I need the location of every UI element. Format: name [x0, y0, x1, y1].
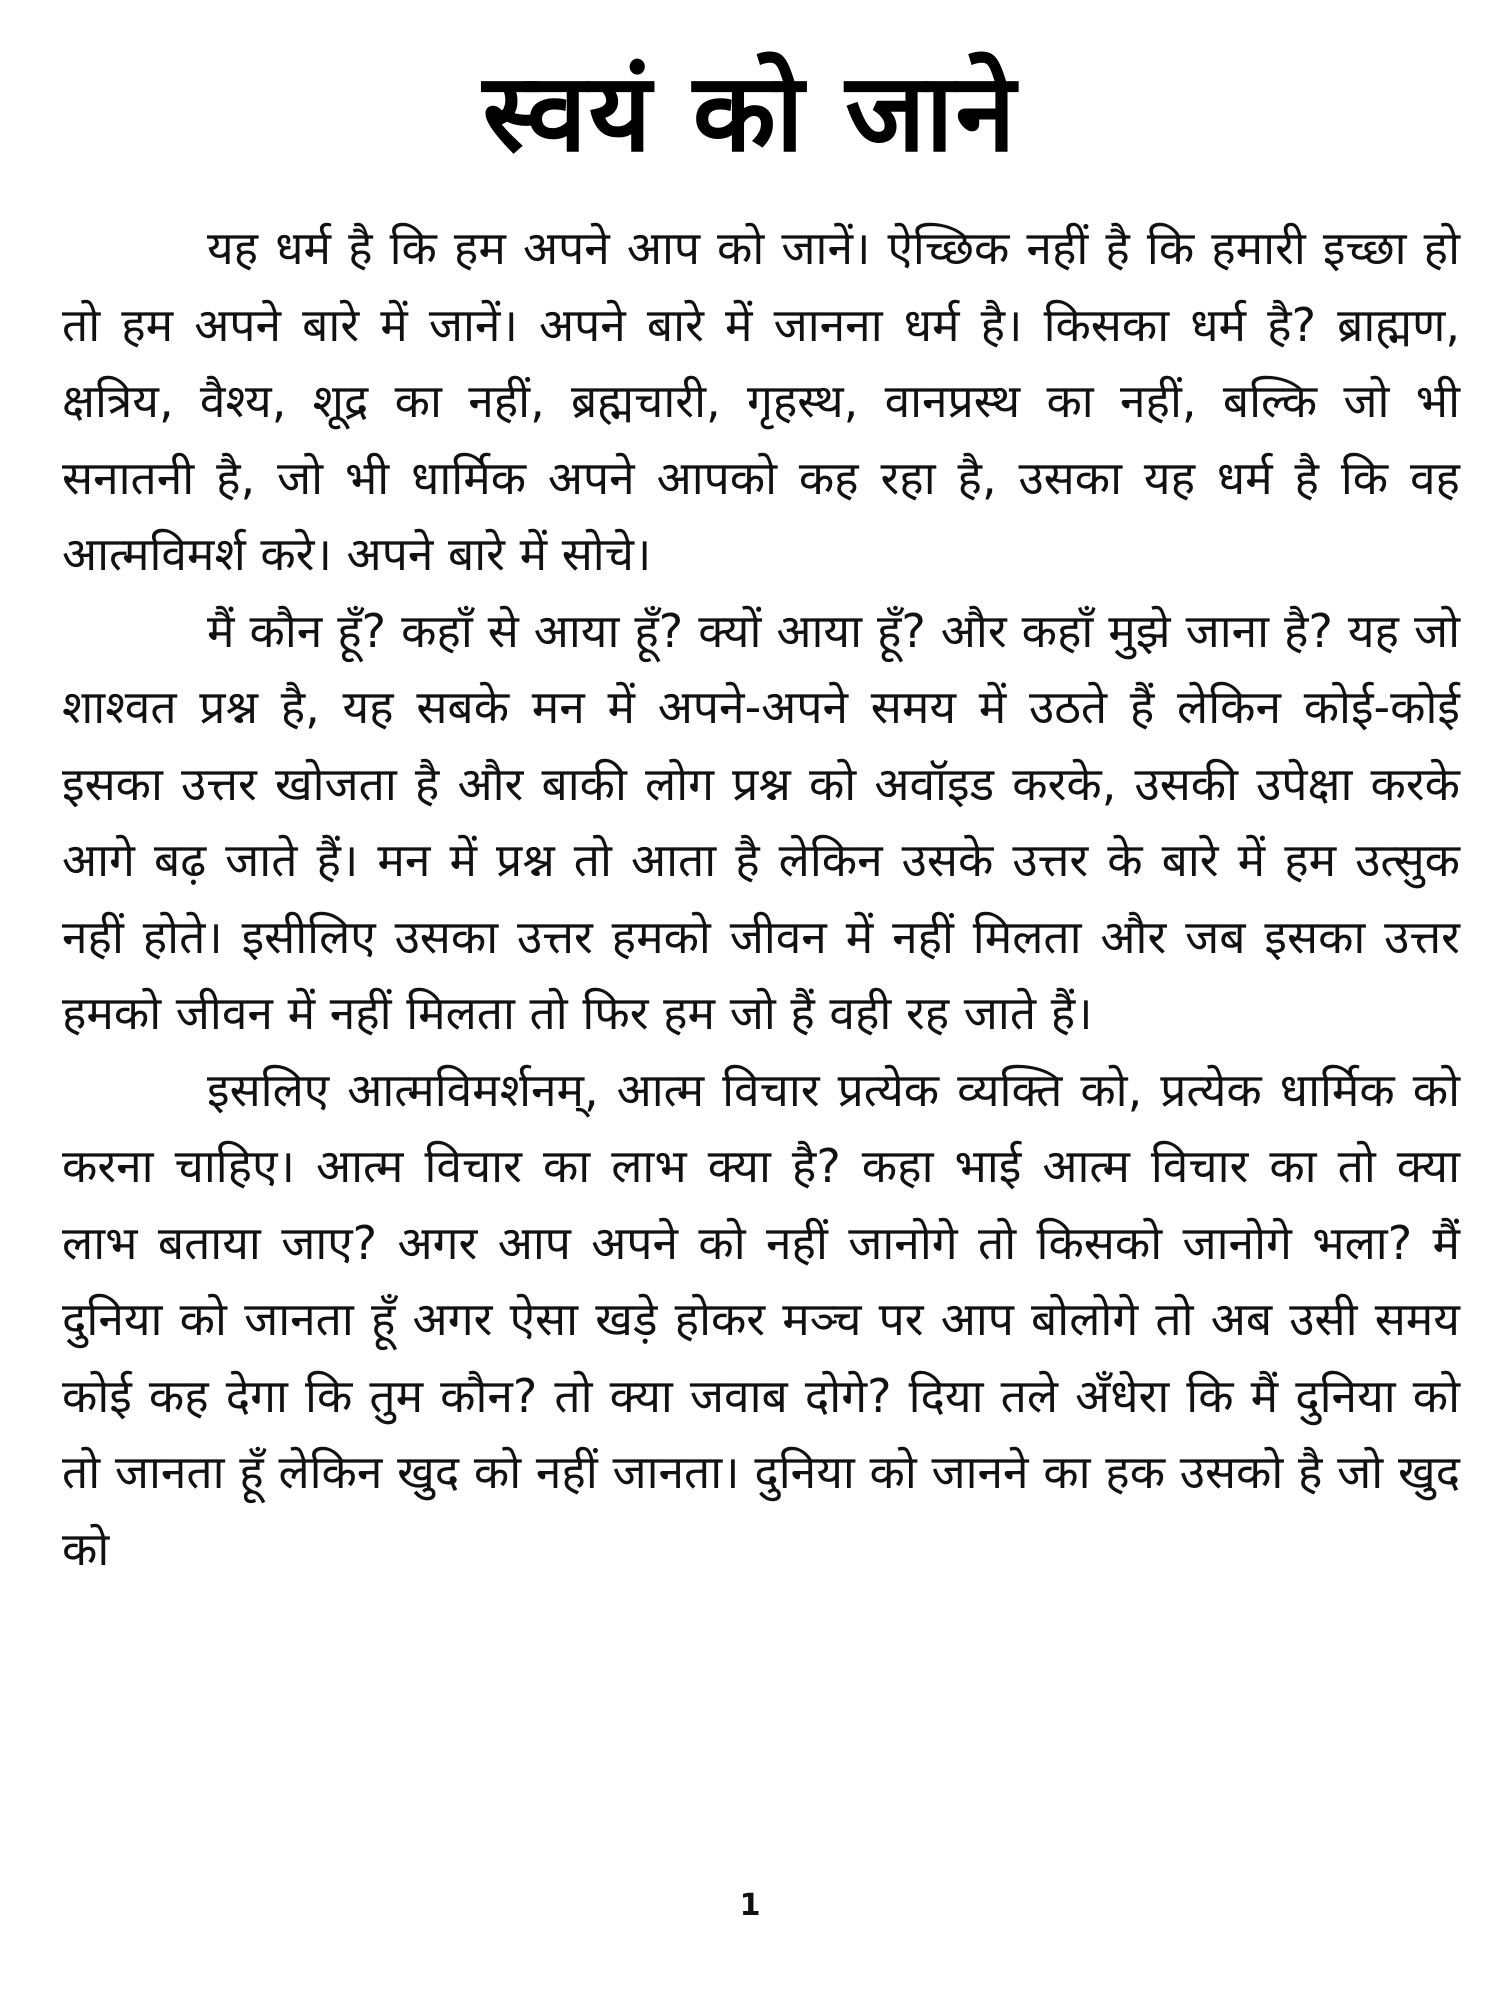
- page-number: 1: [739, 1888, 761, 1923]
- paragraph-3: इसलिए आत्मविमर्शनम्, आत्म विचार प्रत्येक व्यक्ति को, प्रत्येक धार्मिक को करना चाहिए। आत्म विचार का लाभ क्या है? कहा भाई आत्म विचार का तो क्या लाभ बताया जाए? अगर आप अपने को नहीं जानोगे तो किसको जानोगे भला? मैं दुनिया को जानता हूँ अगर ऐसा खड़े होकर मञ्च पर आप बोलोगे तो अब उसी समय कोई कह देगा कि तुम कौन? तो क्या जवाब दोगे? दिया तले अँधेरा कि मैं दुनिया को तो जानता हूँ लेकिन खुद को नहीं जानता। दुनिया को जानने का हक उसको है जो खुद को: [62, 1062, 1460, 1576]
- paragraph-2: मैं कौन हूँ? कहाँ से आया हूँ? क्यों आया हूँ? और कहाँ मुझे जाना है? यह जो शाश्वत प्रश्न है, यह सबके मन में अपने-अपने समय में उठते हैं लेकिन कोई-कोई इसका उत्तर खोजता है और बाकी लोग प्रश्न को अवॉइड करके, उसकी उपेक्षा करके आगे बढ़ जाते हैं। मन में प्रश्न तो आता है लेकिन उसके उत्तर के बारे में हम उत्सुक नहीं होते। इसीलिए उसका उत्तर हमको जीवन में नहीं मिलता और जब इसका उत्तर हमको जीवन में नहीं मिलता तो फिर हम जो हैं वही रह जाते हैं।: [62, 603, 1460, 1040]
- paragraph-1: यह धर्म है कि हम अपने आप को जानें। ऐच्छिक नहीं है कि हमारी इच्छा हो तो हम अपने बारे में जानें। अपने बारे में जानना धर्म है। किसका धर्म है? ब्राह्मण, क्षत्रिय, वैश्य, शूद्र का नहीं, ब्रह्मचारी, गृहस्थ, वानप्रस्थ का नहीं, बल्कि जो भी सनातनी है, जो भी धार्मिक अपने आपको कह रहा है, उसका यह धर्म है कि वह आत्मविमर्श करे। अपने बारे में सोचे।: [62, 221, 1460, 581]
- body-text: [62, 210, 1460, 1587]
- chapter-title: स्वयं को जाने: [482, 50, 1018, 176]
